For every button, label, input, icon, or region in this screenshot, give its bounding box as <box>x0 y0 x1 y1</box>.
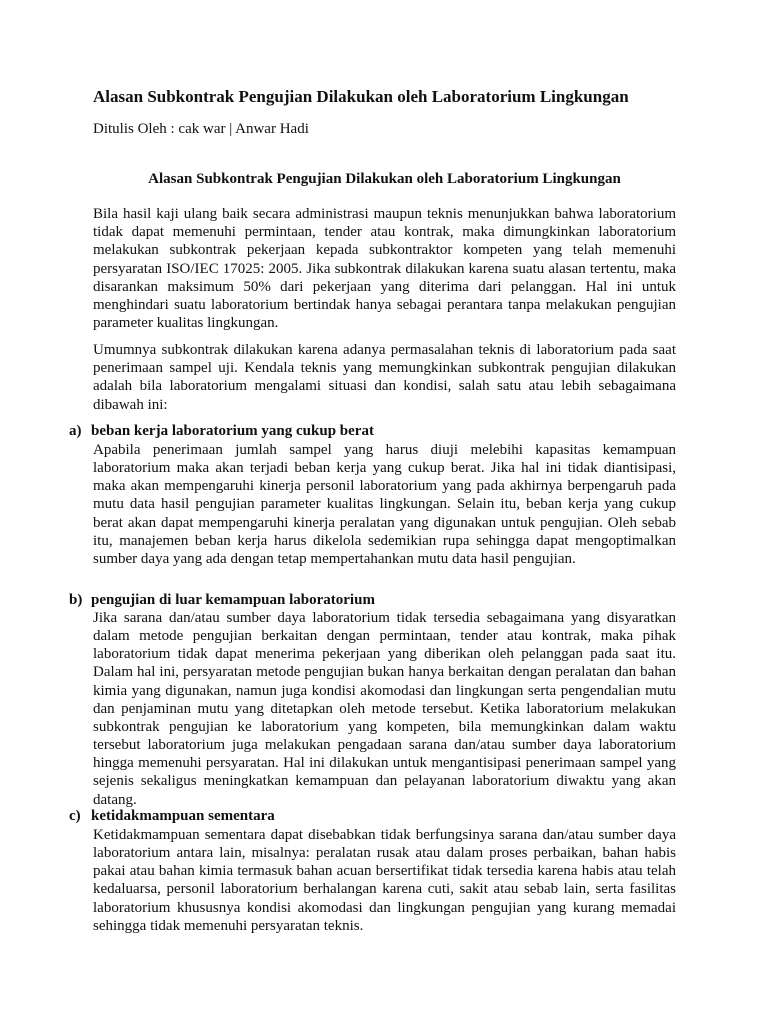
intro-paragraph: Bila hasil kaji ulang baik secara administrasi maupun teknis menunjukkan bahwa laboratorium tidak dapat memenuhi permintaan, tender atau kontrak, maka dimungkinkan laboratorium melakukan subkontrak pekerjaan kepada subkontraktor kompeten yang telah memenuhi persyaratan ISO/IEC 17025: 2005. Jika subkontrak dilakukan karena suatu alasan tertentu, maka disarankan maksimum 50% dari pekerjaan yang diterima dari pelanggan. Hal ini untuk menghindari suatu laboratorium bertindak hanya sebagai perantara tanpa melakukan pengujian parameter kualitas lingkungan. <box>93 206 676 332</box>
section-c-heading <box>69 808 275 825</box>
section-b-label: b) <box>69 592 83 608</box>
section-a-body: Apabila penerimaan jumlah sampel yang harus diuji melebihi kapasitas kemampuan laboratorium maka akan terjadi beban kerja yang cukup berat. Jika hal ini tidak diantisipasi, maka akan mempengaruhi kinerja personil laboratorium yang pada akhirnya berpengaruh pada mutu data hasil pengujian parameter kualitas lingkungan. Selain itu, beban kerja yang cukup berat akan dapat mempengaruhi kinerja peralatan yang digunakan untuk pengujian. Oleh sebab itu, manajemen beban kerja harus dikelola sedemikian rupa sehingga dapat mengoptimalkan sumber daya yang ada dengan tetap mempertahankan mutu data hasil pengujian. <box>93 442 676 567</box>
section-c-label: c) <box>69 808 81 824</box>
article-subtitle: Alasan Subkontrak Pengujian Dilakukan oleh Laboratorium Lingkungan <box>148 171 621 187</box>
section-b-heading <box>69 592 375 609</box>
section-b-title: pengujian di luar kemampuan laboratorium <box>91 592 375 608</box>
document-title: Alasan Subkontrak Pengujian Dilakukan oleh Laboratorium Lingkungan <box>93 87 629 106</box>
section-b-body: Jika sarana dan/atau sumber daya laboratorium tidak tersedia sebagaimana yang disyaratkan dalam metode pengujian berkaitan dengan permintaan, tender atau kontrak, maka pihak laboratorium tidak dapat menerima pekerjaan yang diberikan oleh pelanggan pada saat itu. Dalam hal ini, persyaratan metode pengujian bukan hanya berkaitan dengan peralatan dan bahan kimia yang digunakan, namun juga kondisi akomodasi dan lingkungan serta pengendalian mutu dan penjaminan mutu yang ditetapkan oleh metode tersebut. Ketika laboratorium melakukan subkontrak pengujian ke laboratorium yang kompeten, bila memungkinkan dalam waktu tersebut laboratorium juga melakukan pengadaan sarana dan/atau sumber daya laboratorium hingga memenuhi persyaratan. Hal ini dilakukan untuk mengantisipasi penerimaan sampel yang sejenis sekaligus meningkatkan kemampuan dan pelayanan laboratorium diwaktu yang akan datang. <box>93 610 676 808</box>
author-line: Ditulis Oleh : cak war | Anwar Hadi <box>93 121 309 137</box>
section-a-label: a) <box>69 423 82 439</box>
constraints-paragraph: Umumnya subkontrak dilakukan karena adanya permasalahan teknis di laboratorium pada saat penerimaan sampel uji. Kendala teknis yang memungkinkan subkontrak pengujian dilakukan adalah bila laboratorium mengalami situasi dan kondisi, salah satu atau lebih sebagaimana dibawah ini: <box>93 342 676 413</box>
section-a-heading <box>69 423 374 440</box>
section-c-title: ketidakmampuan sementara <box>91 808 275 824</box>
section-c-body: Ketidakmampuan sementara dapat disebabkan tidak berfungsinya sarana dan/atau sumber daya laboratorium antara lain, misalnya: peralatan rusak atau dalam proses perbaikan, bahan habis pakai atau bahan kimia termasuk bahan acuan bersertifikat tidak tersedia karena habis atau telah kedaluarsa, personil laboratorium berhalangan karena cuti, sakit atau sebab lain, serta fasilitas laboratorium khususnya kondisi akomodasi dan lingkungan pengujian yang kurang memadai sehingga tidak memenuhi persyaratan teknis. <box>93 827 676 934</box>
section-a-title: beban kerja laboratorium yang cukup berat <box>91 423 374 439</box>
